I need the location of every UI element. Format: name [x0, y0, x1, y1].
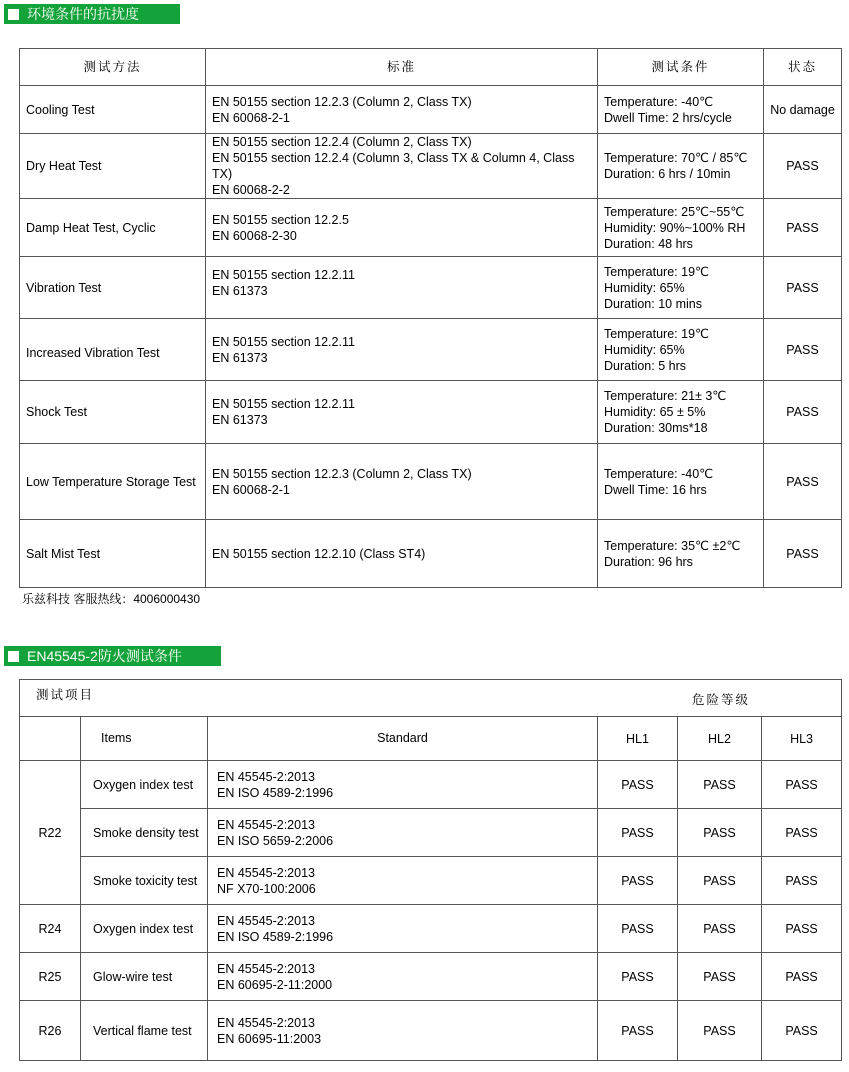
- hl3-result: PASS: [762, 857, 842, 905]
- test-method: Dry Heat Test: [20, 134, 206, 199]
- test-standard: EN 50155 section 12.2.10 (Class ST4): [206, 520, 598, 588]
- test-status: PASS: [764, 381, 842, 444]
- hl1-result: PASS: [598, 761, 678, 809]
- item-name: Glow-wire test: [81, 953, 208, 1001]
- header-status: 状态: [764, 49, 842, 86]
- header-standard: Standard: [208, 717, 598, 761]
- environment-test-table: [19, 48, 842, 588]
- test-status: No damage: [764, 86, 842, 134]
- table-row: [20, 199, 842, 257]
- test-status: PASS: [764, 444, 842, 520]
- table-row: [20, 1001, 842, 1061]
- group-code: R26: [20, 1001, 81, 1061]
- square-bullet-icon: [8, 651, 19, 662]
- test-conditions: Temperature: -40℃ Dwell Time: 2 hrs/cycle: [598, 86, 764, 134]
- test-method: Salt Mist Test: [20, 520, 206, 588]
- item-name: Smoke toxicity test: [81, 857, 208, 905]
- square-bullet-icon: [8, 9, 19, 20]
- hl3-result: PASS: [762, 953, 842, 1001]
- test-status: PASS: [764, 199, 842, 257]
- header-test-conditions: 测试条件: [598, 49, 764, 86]
- item-standard: EN 45545-2:2013 EN ISO 5659-2:2006: [208, 809, 598, 857]
- table-row: [20, 857, 842, 905]
- test-conditions: Temperature: 35℃ ±2℃ Duration: 96 hrs: [598, 520, 764, 588]
- hl3-result: PASS: [762, 905, 842, 953]
- test-standard: EN 50155 section 12.2.5 EN 60068-2-30: [206, 199, 598, 257]
- test-method: Increased Vibration Test: [20, 319, 206, 381]
- item-standard: EN 45545-2:2013 EN ISO 4589-2:1996: [208, 761, 598, 809]
- table-row: [20, 134, 842, 199]
- section-title-text: EN45545-2防火测试条件: [27, 648, 182, 664]
- hl1-result: PASS: [598, 809, 678, 857]
- test-standard: EN 50155 section 12.2.3 (Column 2, Class TX) EN 60068-2-1: [206, 444, 598, 520]
- test-standard: EN 50155 section 12.2.3 (Column 2, Class TX) EN 60068-2-1: [206, 86, 598, 134]
- test-method: Shock Test: [20, 381, 206, 444]
- table-row: [20, 520, 842, 588]
- item-standard: EN 45545-2:2013 EN 60695-11:2003: [208, 1001, 598, 1061]
- hl1-result: PASS: [598, 857, 678, 905]
- test-status: PASS: [764, 520, 842, 588]
- item-name: Oxygen index test: [81, 905, 208, 953]
- test-method: Damp Heat Test, Cyclic: [20, 199, 206, 257]
- header-hl1: HL1: [598, 717, 678, 761]
- table-row: [20, 257, 842, 319]
- test-conditions: Temperature: 19℃ Humidity: 65% Duration: 10 mins: [598, 257, 764, 319]
- table-row: [20, 953, 842, 1001]
- hl3-result: PASS: [762, 1001, 842, 1061]
- test-status: PASS: [764, 319, 842, 381]
- fire-test-table: [19, 679, 842, 1061]
- group-code: R24: [20, 905, 81, 953]
- hl1-result: PASS: [598, 953, 678, 1001]
- group-code: R25: [20, 953, 81, 1001]
- test-standard: EN 50155 section 12.2.11 EN 61373: [206, 319, 598, 381]
- hl1-result: PASS: [598, 1001, 678, 1061]
- table-row: [20, 319, 842, 381]
- table-row: [20, 86, 842, 134]
- service-hotline: 乐兹科技 客服热线：4006000430: [22, 592, 201, 606]
- test-status: PASS: [764, 257, 842, 319]
- hl2-result: PASS: [678, 857, 762, 905]
- hl2-result: PASS: [678, 905, 762, 953]
- hl3-result: PASS: [762, 809, 842, 857]
- test-standard: EN 50155 section 12.2.11 EN 61373: [206, 381, 598, 444]
- item-name: Smoke density test: [81, 809, 208, 857]
- test-method: Low Temperature Storage Test: [20, 444, 206, 520]
- header-hazard-level: 危险等级: [692, 693, 751, 707]
- test-method: Vibration Test: [20, 257, 206, 319]
- item-standard: EN 45545-2:2013 EN 60695-2-11:2000: [208, 953, 598, 1001]
- table-row: [20, 381, 842, 444]
- header-test-items: 测试项目: [36, 688, 95, 702]
- header-standard: 标准: [206, 49, 598, 86]
- test-status: PASS: [764, 134, 842, 199]
- hl2-result: PASS: [678, 1001, 762, 1061]
- header-test-method: 测试方法: [20, 49, 206, 86]
- header-items: Items: [81, 717, 208, 761]
- header-hl3: HL3: [762, 717, 842, 761]
- hl2-result: PASS: [678, 761, 762, 809]
- test-conditions: Temperature: 21± 3℃ Humidity: 65 ± 5% Duration: 30ms*18: [598, 381, 764, 444]
- hl2-result: PASS: [678, 953, 762, 1001]
- item-name: Oxygen index test: [81, 761, 208, 809]
- section-title-environment: [4, 4, 180, 24]
- section-title-text: 环境条件的抗扰度: [27, 6, 139, 22]
- test-method: Cooling Test: [20, 86, 206, 134]
- group-code: R22: [20, 761, 81, 905]
- test-conditions: Temperature: 25℃~55℃ Humidity: 90%~100% RH Duration: 48 hrs: [598, 199, 764, 257]
- table-row: [20, 905, 842, 953]
- item-standard: EN 45545-2:2013 EN ISO 4589-2:1996: [208, 905, 598, 953]
- hl2-result: PASS: [678, 809, 762, 857]
- hl3-result: PASS: [762, 761, 842, 809]
- table-row: [20, 444, 842, 520]
- hl1-result: PASS: [598, 905, 678, 953]
- test-conditions: Temperature: 19℃ Humidity: 65% Duration: 5 hrs: [598, 319, 764, 381]
- item-standard: EN 45545-2:2013 NF X70-100:2006: [208, 857, 598, 905]
- test-conditions: Temperature: 70℃ / 85℃ Duration: 6 hrs / 10min: [598, 134, 764, 199]
- test-conditions: Temperature: -40℃ Dwell Time: 16 hrs: [598, 444, 764, 520]
- header-hl2: HL2: [678, 717, 762, 761]
- section-title-fire-test: [4, 646, 221, 666]
- table-row: [20, 809, 842, 857]
- item-name: Vertical flame test: [81, 1001, 208, 1061]
- test-standard: EN 50155 section 12.2.11 EN 61373: [206, 257, 598, 319]
- test-standard: EN 50155 section 12.2.4 (Column 2, Class TX) EN 50155 section 12.2.4 (Column 3, Class TX & Column 4, Class TX) EN 60068-2-2: [206, 134, 598, 199]
- table-row: [20, 761, 842, 809]
